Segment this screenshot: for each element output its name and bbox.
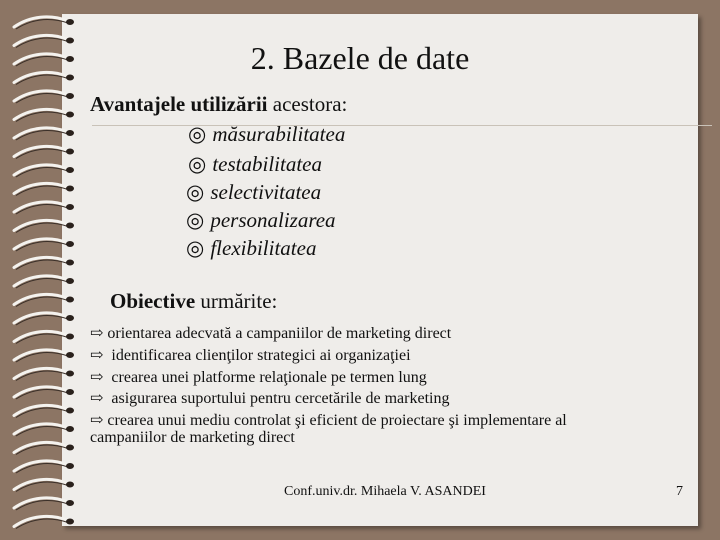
advantage-item: ◎ flexibilitatea (186, 236, 317, 260)
objective-item: ⇨ orientarea adecvată a campaniilor de marketing direct (90, 325, 452, 342)
arrow-right-icon: ⇨ (90, 347, 104, 364)
arrow-right-icon: ⇨ (90, 369, 104, 386)
arrow-right-icon: ⇨ (90, 325, 104, 342)
objective-item: ⇨ asigurarea suportului pentru cercetările de marketing (90, 390, 450, 407)
objective-item: ⇨ crearea unui mediu controlat şi eficient de proiectare şi implementare al (90, 412, 567, 429)
slide-title: 2. Bazele de date (250, 40, 470, 76)
circle-bullet-icon: ◎ (188, 152, 207, 176)
circle-bullet-icon: ◎ (186, 208, 205, 232)
circle-bullet-icon: ◎ (186, 236, 205, 260)
page-number: 7 (676, 484, 683, 499)
spiral-binding-icon (0, 0, 90, 540)
objective-item: ⇨ crearea unei platforme relaţionale pe termen lung (90, 369, 427, 386)
circle-bullet-icon: ◎ (188, 122, 207, 146)
advantages-heading (90, 92, 347, 117)
arrow-right-icon: ⇨ (90, 412, 104, 429)
objective-continuation: campaniilor de marketing direct (90, 429, 295, 446)
advantage-item: ◎ testabilitatea (188, 152, 322, 176)
objectives-heading-rest: urmărite: (195, 289, 278, 313)
advantage-item: ◎ selectivitatea (186, 180, 322, 204)
advantages-heading-rest: acestora: (267, 92, 348, 116)
arrow-right-icon: ⇨ (90, 390, 104, 407)
divider-line (92, 125, 712, 126)
circle-bullet-icon: ◎ (186, 180, 205, 204)
objective-item: ⇨ identificarea clienţilor strategici ai organizaţiei (90, 347, 411, 364)
objectives-heading-bold: Obiective (110, 289, 196, 313)
advantage-item: ◎ măsurabilitatea (188, 122, 346, 146)
objectives-heading (110, 289, 277, 314)
footer-author: Conf.univ.dr. Mihaela V. ASANDEI (284, 484, 486, 499)
advantages-heading-bold: Avantajele utilizării (90, 92, 268, 116)
advantage-item: ◎ personalizarea (186, 208, 336, 232)
slide-page (62, 14, 698, 526)
